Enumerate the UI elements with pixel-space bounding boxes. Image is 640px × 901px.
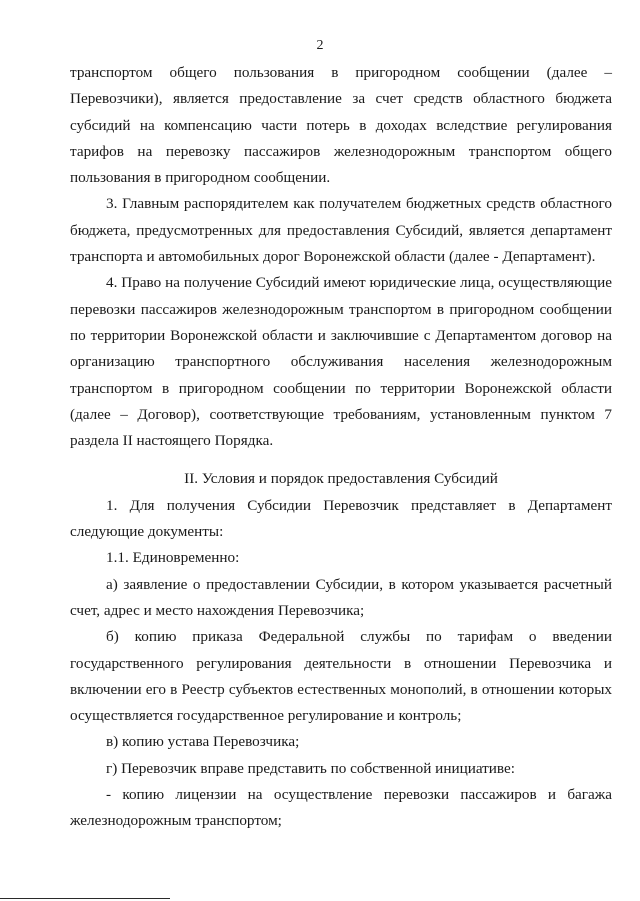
item-a-application: а) заявление о предоставлении Субсидии, в котором указывается расчетный счет, адрес и место нахождения Перевозчика; <box>70 575 612 619</box>
spacer <box>70 454 612 466</box>
paragraph-right-to-subsidies: 4. Право на получение Субсидий имеют юридические лица, осуществляющие перевозки пассажиров железнодорожным транспортом в пригородном сообщении по территории Воронежской области и заключившие с Департаментом договор на организацию транспортного обслуживания населения железнодорожным транспортом в пригородном сообщении по территории Воронежской области (далее – Договор), соответствующие требованиям, установленным пунктом 7 раздела II настоящего Порядка. <box>70 274 612 450</box>
footer-divider <box>0 898 170 899</box>
paragraph-carriers-definition: транспортом общего пользования в пригородном сообщении (далее – Перевозчики), является предоставление за счет средств областного бюджета субсидий на компенсацию части потерь в доходах вследствие регулирования тарифов на перевозку пассажиров железнодорожным транспортом общего пользования в пригородном сообщении. <box>70 64 612 187</box>
page-number: 2 <box>316 38 324 53</box>
item-license-copy: - копию лицензии на осуществление перевозки пассажиров и багажа железнодорожным транспортом; <box>70 786 612 830</box>
item-g-own-initiative: г) Перевозчик вправе представить по собственной инициативе: <box>106 759 515 777</box>
item-documents-intro: 1. Для получения Субсидии Перевозчик представляет в Департамент следующие документы: <box>70 496 612 541</box>
item-one-time: 1.1. Единовременно: <box>106 549 240 567</box>
section-heading: II. Условия и порядок предоставления Субсидий <box>184 470 498 488</box>
item-b-order-copy: б) копию приказа Федеральной службы по тарифам о введении государственного регулирования деятельности в отношении Перевозчика и включении его в Реестр субъектов естественных монополий, в отношении которых осуществляется государственное регулирование и контроль; <box>70 628 612 725</box>
item-v-charter-copy: в) копию устава Перевозчика; <box>106 733 300 751</box>
document-body <box>70 60 612 835</box>
paragraph-chief-administrator: 3. Главным распорядителем как получателем бюджетных средств областного бюджета, предусмотренных для предоставления Субсидий, является департамент транспорта и автомобильных дорог Воронежской области (далее - Департамент). <box>70 195 612 266</box>
